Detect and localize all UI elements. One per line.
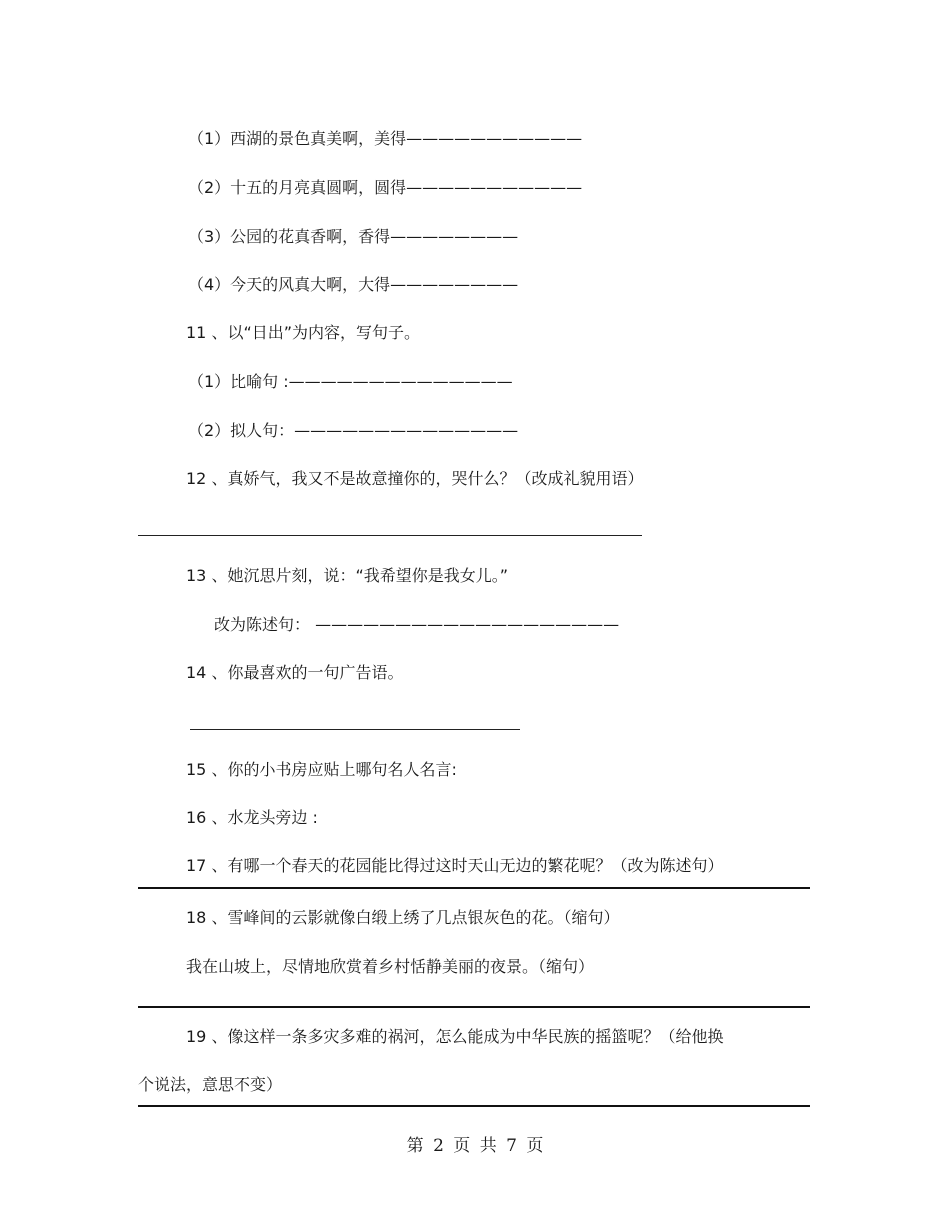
q18-prompt: 18 、雪峰间的云影就像白缎上绣了几点银灰色的花。（缩句） <box>186 908 620 927</box>
q18-prompt-2: 我在山坡上，尽情地欣赏着乡村恬静美丽的夜景。（缩句） <box>186 957 595 976</box>
q14-prompt: 14 、你最喜欢的一句广告语。 <box>186 663 404 682</box>
q19-prompt-cont: 个说法，意思不变） <box>138 1075 283 1094</box>
q17-answer-line[interactable] <box>138 887 810 889</box>
q13-subprompt: 改为陈述句： ——————————————————— <box>214 615 620 634</box>
q15-prompt: 15 、你的小书房应贴上哪句名人名言: <box>186 760 457 779</box>
q10-item-2: （2）十五的月亮真圆啊，圆得——————————— <box>188 178 583 197</box>
q12-prompt: 12 、真娇气，我又不是故意撞你的，哭什么？（改成礼貌用语） <box>186 469 644 488</box>
q17-prompt: 17 、有哪一个春天的花园能比得过这时天山无边的繁花呢？（改为陈述句） <box>186 856 724 875</box>
q10-item-1: （1）西湖的景色真美啊，美得——————————— <box>188 129 583 148</box>
q16-prompt: 16 、水龙头旁边 : <box>186 808 318 827</box>
q19-answer-line[interactable] <box>138 1105 810 1107</box>
q10-item-3: （3）公园的花真香啊，香得———————— <box>188 227 519 246</box>
q10-item-4: （4）今天的风真大啊，大得———————— <box>188 275 519 294</box>
q12-answer-line[interactable] <box>138 535 642 536</box>
q11-prompt: 11 、以“日出”为内容，写句子。 <box>186 323 421 342</box>
q13-prompt: 13 、她沉思片刻，说：“我希望你是我女儿。” <box>186 566 509 585</box>
q18-answer-line[interactable] <box>138 1006 810 1008</box>
q11-item-1: （1）比喻句 :—————————————— <box>188 372 513 391</box>
page-number: 第 2 页 共 7 页 <box>406 1136 544 1156</box>
q14-answer-line[interactable] <box>190 729 520 730</box>
q11-item-2: （2）拟人句：—————————————— <box>188 421 519 440</box>
q19-prompt: 19 、像这样一条多灾多难的祸河，怎么能成为中华民族的摇篮呢？（给他换 <box>186 1027 724 1046</box>
